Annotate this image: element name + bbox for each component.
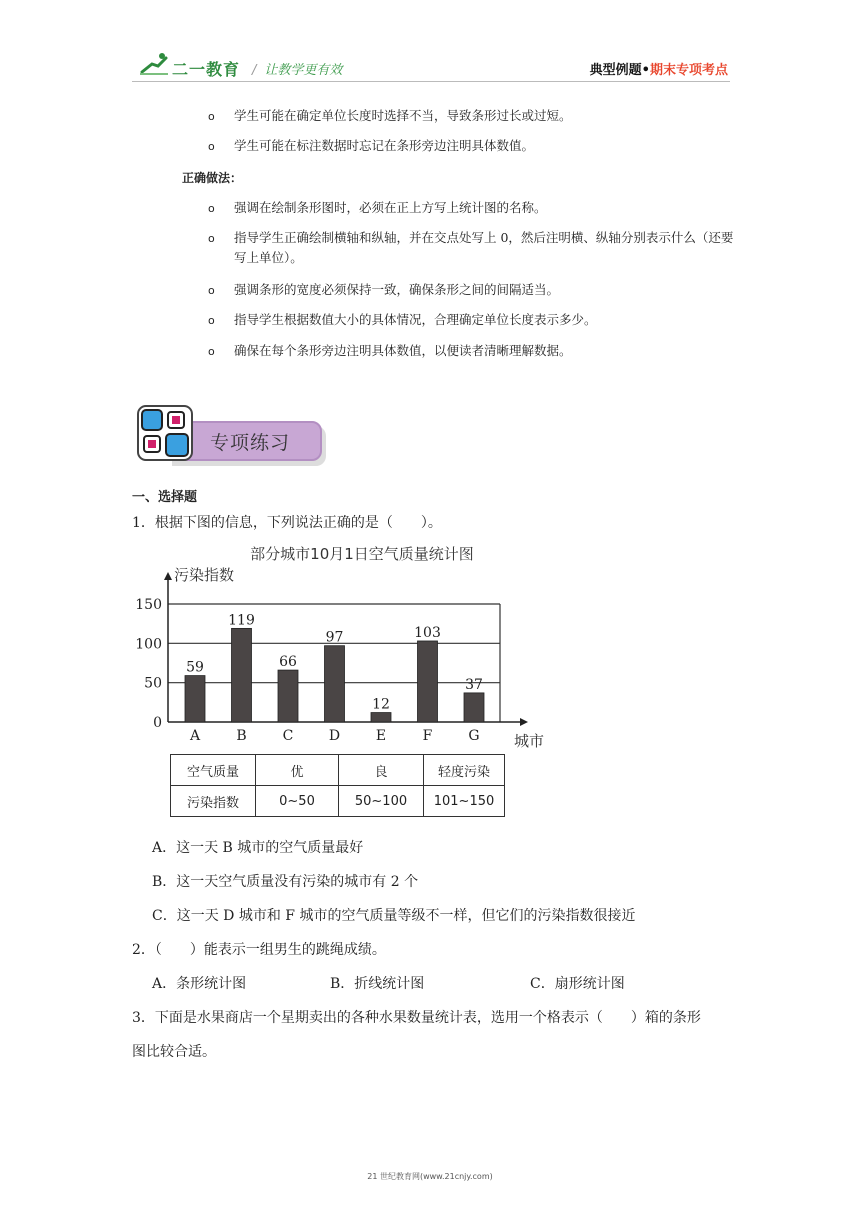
question-1-option-a: A．这一天 B 城市的空气质量最好 [152, 840, 364, 856]
air-quality-table [170, 754, 505, 817]
y-tick-label: 150 [135, 597, 162, 613]
y-tick-label: 100 [135, 636, 162, 653]
x-tick-label: B [236, 728, 247, 744]
table-row [171, 755, 505, 786]
question-1-option-c: C．这一天 D 城市和 F 城市的空气质量等级不一样，但它们的污染指数很接近 [152, 908, 636, 924]
y-axis-label: 污染指数 [174, 566, 235, 584]
header-topic: 典型例题•期末专项考点 [589, 63, 728, 78]
table-cell: 良 [339, 755, 424, 786]
bar [278, 670, 298, 722]
question-2-option-a: A．条形统计图 [152, 976, 247, 992]
table-cell: 101~150 [424, 786, 505, 817]
table-cell: 空气质量 [171, 755, 256, 786]
question-1-stem: 1．根据下图的信息，下列说法正确的是（ ）。 [132, 515, 442, 531]
header-divider [132, 81, 730, 82]
question-2-option-c: C．扇形统计图 [530, 976, 625, 992]
y-axis-arrow [164, 572, 172, 580]
question-2-option-b: B．折线统计图 [330, 976, 425, 992]
data-label: 37 [465, 676, 483, 693]
logo-slogan: / 让教学更有效 [252, 63, 343, 78]
data-label: 66 [279, 654, 297, 671]
question-3-stem-line-2: 图比较合适。 [132, 1044, 216, 1060]
bar [371, 713, 391, 722]
section-heading: 一、选择题 [132, 490, 198, 505]
x-tick-label: G [468, 728, 480, 744]
data-label: 12 [372, 696, 390, 713]
table-cell: 轻度污染 [424, 755, 505, 786]
x-tick-label: F [422, 728, 433, 744]
y-tick-label: 50 [144, 675, 162, 692]
bar [418, 641, 438, 722]
table-row [171, 786, 505, 817]
x-tick-label: C [282, 728, 294, 744]
x-tick-label: E [375, 728, 387, 744]
table-cell: 污染指数 [171, 786, 256, 817]
question-2-stem: 2．（ ）能表示一组男生的跳绳成绩。 [132, 942, 386, 958]
bar [325, 646, 345, 722]
data-label: 119 [228, 612, 255, 629]
table-cell: 50~100 [339, 786, 424, 817]
list-item: o 指导学生正确绘制横轴和纵轴，并在交点处写上 0，然后注明横、纵轴分别表示什么（还要写上单位）。 [208, 230, 734, 265]
correct-method-label: 正确做法： [182, 171, 243, 185]
runner-logo-icon [138, 52, 172, 76]
bar [232, 628, 252, 722]
data-label: 97 [325, 629, 344, 646]
data-label: 59 [186, 659, 204, 676]
banner-title: 专项练习 [210, 432, 291, 454]
x-tick-label: A [189, 728, 201, 744]
bar [185, 676, 205, 722]
question-3-stem-line-1: 3．下面是水果商店一个星期卖出的各种水果数量统计表，选用一个格表示（ ）箱的条形 [132, 1010, 701, 1026]
bar [464, 693, 484, 722]
x-tick-label: D [328, 728, 341, 744]
x-axis-label: 城市 [514, 732, 545, 750]
table-cell: 0~50 [256, 786, 339, 817]
chart-title: 部分城市10月1日空气质量统计图 [250, 545, 474, 563]
page-footer: 21 世纪教育网(www.21cnjy.com) [367, 1172, 493, 1181]
y-tick-label: 0 [153, 715, 162, 731]
data-label: 103 [414, 624, 441, 641]
x-axis-arrow [520, 718, 528, 726]
question-1-option-b: B．这一天空气质量没有污染的城市有 2 个 [152, 874, 419, 890]
logo-text: 二一教育 [172, 60, 241, 79]
puzzle-blocks-icon [136, 404, 194, 462]
air-quality-bar-chart [126, 538, 556, 753]
table-cell: 优 [256, 755, 339, 786]
